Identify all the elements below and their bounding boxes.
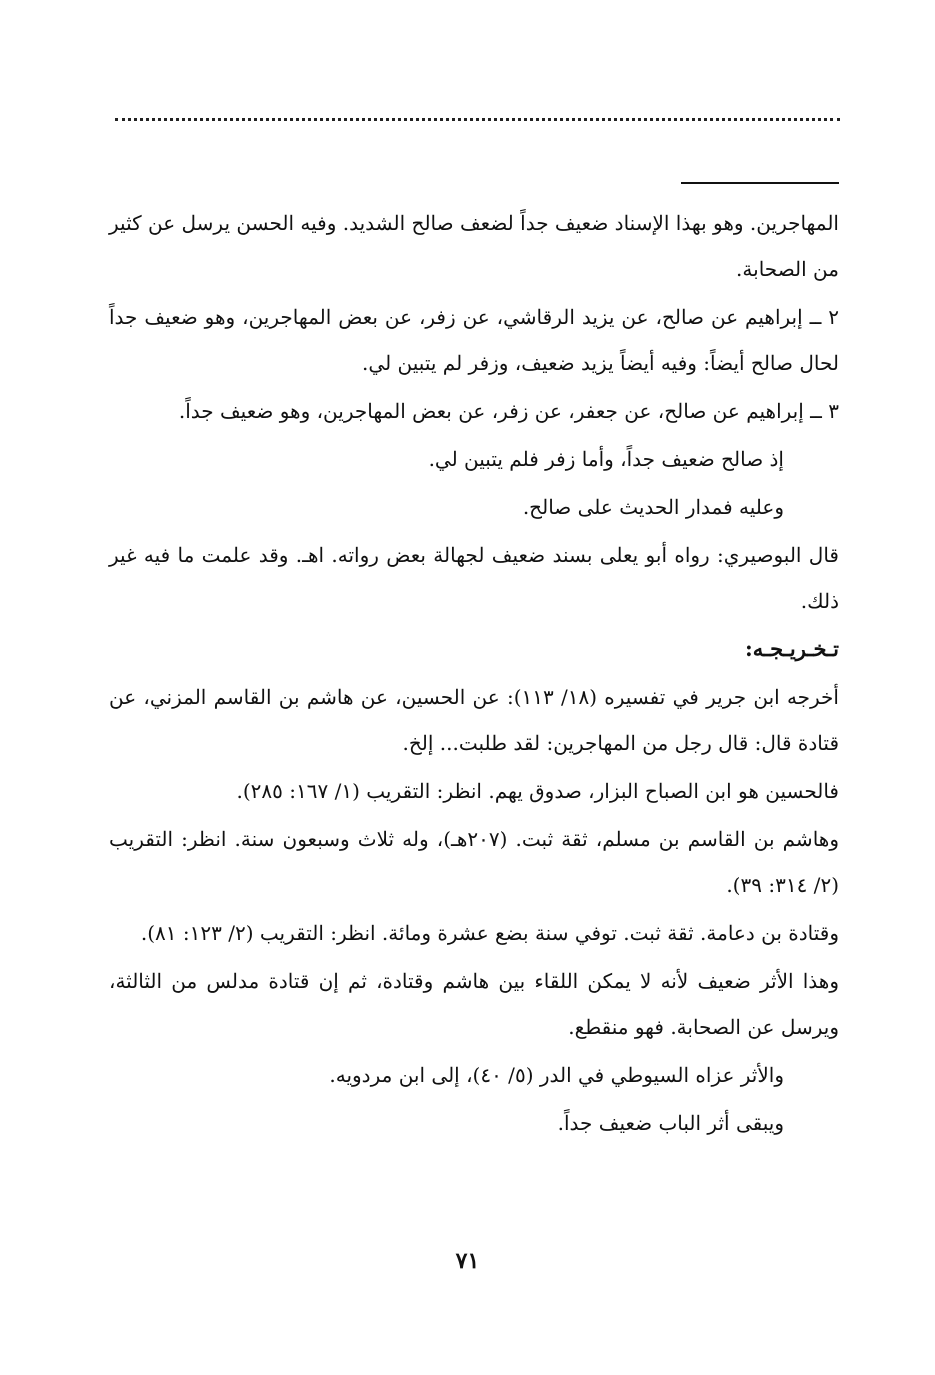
paragraph-6: قال البوصيري: رواه أبو يعلى بسند ضعيف لجهالة بعض رواته. اهـ. وقد علمت ما فيه غير ذلك. — [109, 543, 839, 613]
footnote-rule — [681, 182, 839, 184]
dotted-separator — [115, 118, 840, 121]
paragraph-7: أخرجه ابن جرير في تفسيره (١٨/ ١١٣): عن الحسين، عن هاشم بن القاسم المزني، عن قتادة قال: قال رجل من المهاجرين: لقد طلبت... إلخ. — [109, 685, 839, 755]
paragraph-3: ٣ ــ إبراهيم عن صالح، عن جعفر، عن زفر، عن بعض المهاجرين، وهو ضعيف جداً. — [178, 399, 839, 423]
paragraph-12: والأثر عزاه السيوطي في الدر (٥/ ٤٠)، إلى ابن مردويه. — [329, 1063, 784, 1087]
paragraph-13: ويبقى أثر الباب ضعيف جداً. — [557, 1111, 784, 1135]
paragraph-4: إذ صالح ضعيف جداً، وأما زفر فلم يتبين لي. — [428, 447, 784, 471]
paragraph-5: وعليه فمدار الحديث على صالح. — [522, 495, 784, 519]
paragraph-10: وقتادة بن دعامة. ثقة ثبت. توفي سنة بضع عشرة ومائة. انظر: التقريب (٢/ ١٢٣: ٨١). — [140, 921, 839, 945]
page-number: ٧١ — [455, 1248, 480, 1274]
paragraph-2: ٢ ــ إبراهيم عن صالح، عن يزيد الرقاشي، عن زفر، عن بعض المهاجرين، وهو ضعيف جداً لحال صالح أيضاً: وفيه أيضاً يزيد ضعيف، وزفر لم يتبين لي. — [109, 305, 839, 375]
paragraph-9: وهاشم بن القاسم بن مسلم، ثقة ثبت. (٢٠٧هـ)، وله ثلاث وسبعون سنة. انظر: التقريب (٢/ ٣١٤: ٣٩). — [109, 827, 839, 897]
paragraph-11: وهذا الأثر ضعيف لأنه لا يمكن اللقاء بين هاشم وقتادة، ثم إن قتادة مدلس من الثالثة، ويرسل عن الصحابة. فهو منقطع. — [109, 969, 839, 1039]
paragraph-8: فالحسين هو ابن الصباح البزار، صدوق يهم. انظر: التقريب (١/ ١٦٧: ٢٨٥). — [236, 779, 839, 803]
section-heading: تـخـريـجـه: — [744, 636, 839, 661]
paragraph-1: المهاجرين. وهو بهذا الإسناد ضعيف جداً لضعف صالح الشديد. وفيه الحسن يرسل عن كثير من الصحابة. — [109, 211, 839, 281]
page-body — [109, 200, 839, 1148]
